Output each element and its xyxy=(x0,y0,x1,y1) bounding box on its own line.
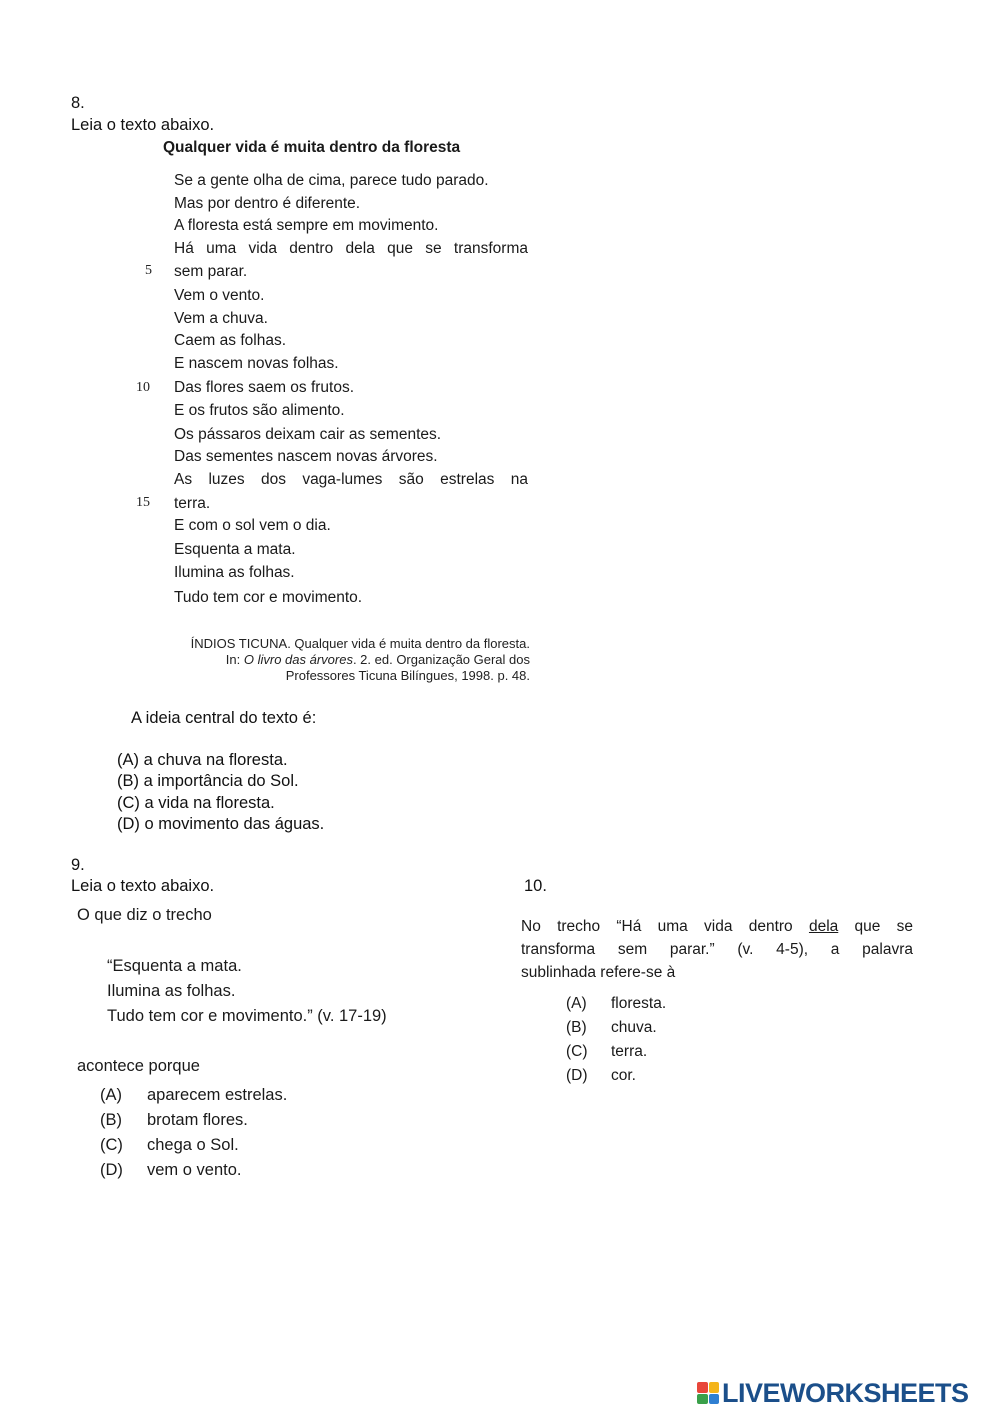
poem-line: Vem o vento. xyxy=(174,287,265,304)
poem-title: Qualquer vida é muita dentro da floresta xyxy=(163,139,461,156)
q8-question: A ideia central do texto é: xyxy=(131,709,317,727)
q10-option-d[interactable]: (D) cor. xyxy=(566,1067,636,1084)
poem-line: A floresta está sempre em movimento. xyxy=(174,217,439,234)
source-line-3: Professores Ticuna Bilíngues, 1998. p. 48. xyxy=(285,668,530,683)
q9-quote-line: Ilumina as folhas. xyxy=(107,982,236,1000)
q9-quote-line: “Esquenta a mata. xyxy=(107,957,242,975)
poem-line: Os pássaros deixam cair as sementes. xyxy=(174,426,442,443)
poem-line: Se a gente olha de cima, parece tudo parado. xyxy=(174,172,489,189)
q10-number: 10. xyxy=(524,877,547,895)
poem-line: E os frutos são alimento. xyxy=(174,402,345,419)
logo-square xyxy=(697,1382,708,1393)
q8-option-b[interactable]: (B) a importância do Sol. xyxy=(117,772,299,790)
q10-stem-line-3: sublinhada refere-se à xyxy=(521,964,676,981)
q10-option-b[interactable]: (B) chuva. xyxy=(566,1019,657,1036)
logo-square xyxy=(709,1382,720,1393)
q9-option-c[interactable]: (C) chega o Sol. xyxy=(100,1136,239,1154)
q9-option-b[interactable]: (B) brotam flores. xyxy=(100,1111,248,1129)
line-number: 10 xyxy=(136,380,150,395)
poem-line: As luzes dos vaga-lumes são estrelas na xyxy=(174,471,528,488)
q10-option-a[interactable]: (A) floresta. xyxy=(566,995,667,1012)
poem-line: Ilumina as folhas. xyxy=(174,564,295,581)
line-number: 5 xyxy=(145,263,152,278)
poem-line: Caem as folhas. xyxy=(174,332,286,349)
q10-stem-line-2: transforma sem parar.” (v. 4-5), a palavra xyxy=(521,941,913,958)
poem-line: E com o sol vem o dia. xyxy=(174,517,331,534)
source-book-title: O livro das árvores xyxy=(243,652,353,667)
poem-line: Há uma vida dentro dela que se transforma xyxy=(174,240,528,257)
q8-number: 8. xyxy=(71,94,85,112)
source-line-1: ÍNDIOS TICUNA. Qualquer vida é muita dentro da floresta. xyxy=(190,636,530,651)
q9-stem: acontece porque xyxy=(77,1057,200,1075)
poem-line: sem parar. xyxy=(174,263,248,280)
poem-line: Das flores saem os frutos. xyxy=(174,379,355,396)
q8-option-c[interactable]: (C) a vida na floresta. xyxy=(117,794,275,812)
poem-line: Vem a chuva. xyxy=(174,310,268,327)
q8-option-d[interactable]: (D) o movimento das águas. xyxy=(117,815,325,833)
poem-line: E nascem novas folhas. xyxy=(174,355,339,372)
q9-instruction: Leia o texto abaixo. xyxy=(71,877,215,895)
poem-line: Tudo tem cor e movimento. xyxy=(174,589,363,606)
q9-number: 9. xyxy=(71,856,85,874)
poem-line: Esquenta a mata. xyxy=(174,541,296,558)
logo-mark-icon xyxy=(697,1382,719,1404)
poem-line: terra. xyxy=(174,495,211,512)
logo-square xyxy=(709,1394,720,1405)
logo-square xyxy=(697,1394,708,1405)
underlined-word: dela xyxy=(808,918,839,935)
q10-stem-line-1: No trecho “Há uma vida dentro dela que se xyxy=(521,918,914,935)
q10-option-c[interactable]: (C) terra. xyxy=(566,1043,648,1060)
q8-option-a[interactable]: (A) a chuva na floresta. xyxy=(117,751,288,769)
q9-quote-line: Tudo tem cor e movimento.” (v. 17-19) xyxy=(107,1007,387,1025)
q9-intro: O que diz o trecho xyxy=(77,906,212,924)
q9-option-d[interactable]: (D) vem o vento. xyxy=(100,1161,242,1179)
poem-line: Mas por dentro é diferente. xyxy=(174,195,361,212)
source-line-2: In: O livro das árvores. 2. ed. Organização Geral dos xyxy=(225,652,530,667)
poem-line: Das sementes nascem novas árvores. xyxy=(174,448,438,465)
q8-instruction: Leia o texto abaixo. xyxy=(71,116,215,134)
q9-option-a[interactable]: (A) aparecem estrelas. xyxy=(100,1086,288,1104)
logo-text: LIVEWORKSHEETS xyxy=(722,1377,969,1408)
liveworksheets-logo xyxy=(697,1378,969,1408)
line-number: 15 xyxy=(136,495,150,510)
